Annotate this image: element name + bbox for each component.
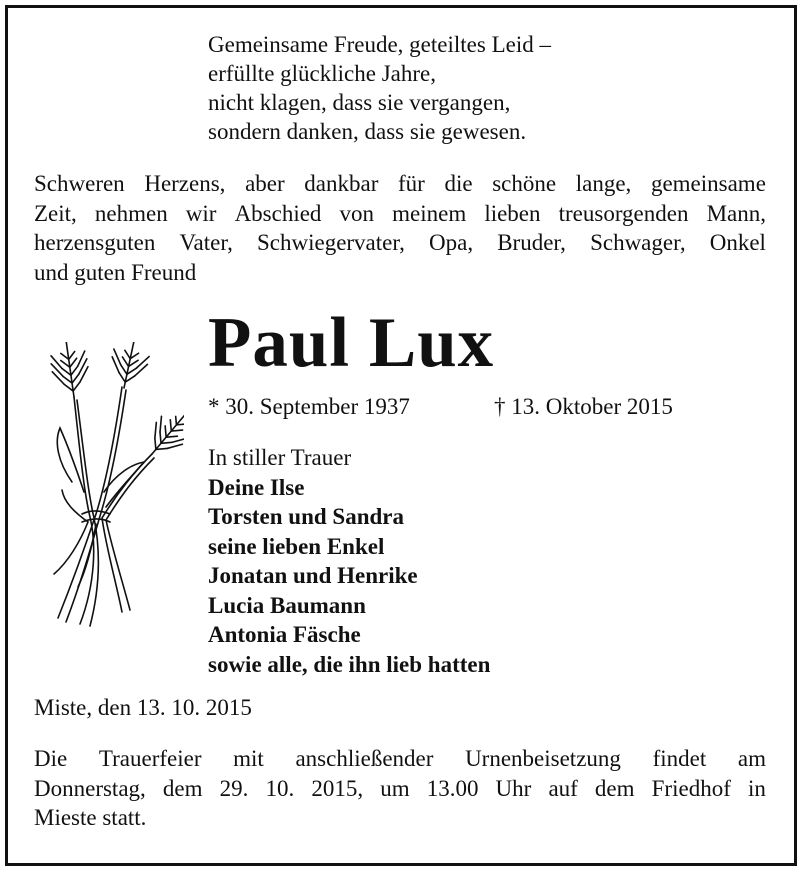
funeral-line <box>34 744 766 774</box>
mourner-name: Torsten und Sandra <box>208 504 405 529</box>
word: wir <box>185 200 217 226</box>
word: 10. <box>265 775 295 801</box>
word: die <box>444 171 473 196</box>
word: aber <box>245 171 285 196</box>
word: für <box>398 171 425 196</box>
word: von <box>339 200 375 226</box>
word: dem <box>162 775 203 801</box>
word: Mann, <box>706 200 766 226</box>
word: Onkel <box>709 230 766 255</box>
funeral-notice <box>34 744 766 833</box>
intro-text <box>34 169 766 287</box>
word: findet <box>652 746 707 771</box>
word: auf <box>548 775 578 801</box>
word: lange, <box>575 171 632 196</box>
word: Die <box>34 746 68 771</box>
verse-line: sondern danken, dass sie gewesen. <box>208 119 527 144</box>
word: schöne <box>492 171 557 196</box>
mourners-list <box>208 443 490 679</box>
deceased-name: Paul Lux <box>208 304 495 382</box>
intro-line <box>34 199 766 229</box>
word: 2015, <box>311 775 364 801</box>
verse-line: nicht klagen, dass sie vergangen, <box>208 90 511 115</box>
word: Donnerstag, <box>34 775 146 801</box>
word: treusorgenden <box>558 200 689 226</box>
mourner-name: Deine Ilse <box>208 474 305 500</box>
word: Friedhof <box>651 775 731 801</box>
mourners-heading: In stiller Trauer <box>208 445 352 470</box>
word: Schweren <box>34 171 125 196</box>
word: Abschied <box>234 200 322 226</box>
word: Vater, <box>179 230 233 255</box>
word: Zeit, <box>34 200 77 226</box>
word: Bruder, <box>497 230 566 255</box>
verse <box>208 30 551 146</box>
mourner-name: Jonatan und Henrike <box>208 563 418 588</box>
word: 29. <box>219 775 249 801</box>
word: um <box>380 775 410 801</box>
word: in <box>747 775 766 801</box>
word: Opa, <box>429 230 474 255</box>
word: Schwager, <box>590 230 686 255</box>
birth-date: * 30. September 1937 <box>208 394 410 419</box>
funeral-line: Mieste statt. <box>34 805 147 830</box>
mourner-name: seine lieben Enkel <box>208 533 385 559</box>
word: Uhr <box>495 775 532 801</box>
intro-line: und guten Freund <box>34 259 197 285</box>
word: dem <box>594 775 635 801</box>
mourner-name: Antonia Fäsche <box>208 622 361 647</box>
word: Herzens, <box>144 171 226 196</box>
word: herzensguten <box>34 230 156 255</box>
death-date: † 13. Oktober 2015 <box>494 394 673 419</box>
word: dankbar <box>304 171 379 196</box>
word: gemeinsame <box>650 171 766 196</box>
word: anschließender <box>295 746 434 771</box>
word: Schwiegervater, <box>256 230 405 255</box>
word: Trauerfeier <box>98 746 202 771</box>
mourner-name: Lucia Baumann <box>208 592 366 618</box>
verse-line: erfüllte glückliche Jahre, <box>208 61 436 86</box>
place-date: Miste, den 13. 10. 2015 <box>34 695 252 720</box>
word: Urnenbeisetzung <box>465 746 621 771</box>
word: nehmen <box>94 200 168 226</box>
verse-line: Gemeinsame Freude, geteiltes Leid – <box>208 32 551 57</box>
word: mit <box>233 746 264 771</box>
word: lieben <box>484 200 541 226</box>
intro-line <box>34 169 766 199</box>
wheat-bundle-icon <box>44 342 184 632</box>
funeral-line <box>34 774 766 804</box>
word: 13.00 <box>426 775 479 801</box>
intro-line <box>34 228 766 258</box>
word: meinem <box>392 200 467 226</box>
mourner-name: sowie alle, die ihn lieb hatten <box>208 651 491 677</box>
word: am <box>737 746 766 771</box>
